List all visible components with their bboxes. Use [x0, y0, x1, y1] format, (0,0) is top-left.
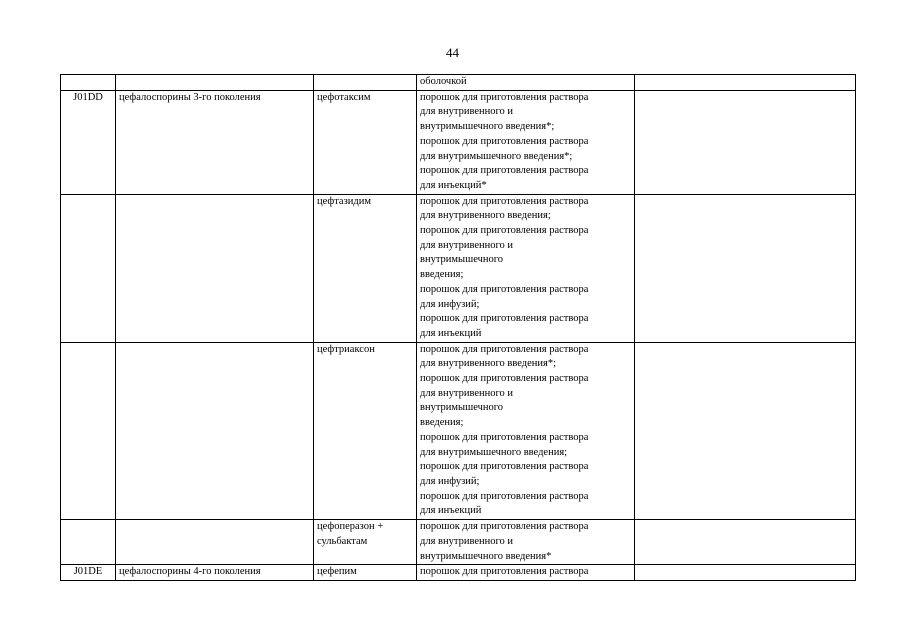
- drug-table: [60, 74, 856, 581]
- table-row: [61, 90, 856, 194]
- dosage-form-line: для внутривенного введения*;: [420, 358, 557, 370]
- drug-name-line: цефоперазон +: [317, 521, 384, 533]
- drug-name-cell: [314, 342, 417, 519]
- atc-code-cell: [61, 342, 116, 519]
- notes-cell: [635, 90, 856, 194]
- dosage-form-cell: [417, 520, 635, 565]
- table-row: [61, 565, 856, 581]
- notes-cell: [635, 75, 856, 91]
- dosage-form-line: порошок для приготовления раствора: [420, 225, 589, 237]
- dosage-form-line: порошок для приготовления раствора: [420, 165, 589, 177]
- dosage-form-line: для инфузий;: [420, 298, 480, 310]
- dosage-form-line: внутримышечного введения*;: [420, 121, 555, 133]
- dosage-form-line: внутримышечного: [420, 254, 504, 266]
- dosage-form-line: порошок для приготовления раствора: [420, 461, 589, 473]
- pharmacological-group-cell: [116, 194, 314, 342]
- dosage-form-line: порошок для приготовления раствора: [420, 195, 589, 207]
- dosage-form-line: для инъекций: [420, 327, 482, 339]
- dosage-form-cell: [417, 75, 635, 91]
- drug-name-line: сульбактам: [317, 535, 368, 547]
- dosage-form-cell: [417, 90, 635, 194]
- table-row: [61, 194, 856, 342]
- atc-code-cell: [61, 520, 116, 565]
- drug-name-line: цефтриаксон: [317, 343, 375, 355]
- drug-name-cell: [314, 75, 417, 91]
- page-number: 44: [446, 45, 459, 60]
- drug-name-cell: [314, 194, 417, 342]
- dosage-form-line: для инъекций: [420, 505, 482, 517]
- drug-name-line: цефотаксим: [317, 91, 371, 103]
- atc-code-cell: [61, 194, 116, 342]
- dosage-form-cell: [417, 342, 635, 519]
- dosage-form-line: порошок для приготовления раствора: [420, 343, 589, 355]
- dosage-form-line: порошок для приготовления раствора: [420, 313, 589, 325]
- dosage-form-line: для внутривенного и: [420, 535, 514, 547]
- dosage-form-line: порошок для приготовления раствора: [420, 521, 589, 533]
- dosage-form-line: для инъекций*: [420, 179, 487, 191]
- notes-cell: [635, 342, 856, 519]
- drug-name-line: цефтазидим: [317, 195, 371, 207]
- table-row: [61, 520, 856, 565]
- atc-code-cell: [61, 75, 116, 91]
- pharmacological-group-cell: [116, 342, 314, 519]
- dosage-form-line: внутримышечного: [420, 402, 504, 414]
- dosage-form-cell: [417, 194, 635, 342]
- dosage-form-line: для инфузий;: [420, 475, 480, 487]
- dosage-form-cell: [417, 565, 635, 581]
- pharmacological-group-cell: цефалоспорины 3-го поколения: [116, 90, 314, 194]
- table-body: [61, 75, 856, 581]
- dosage-form-line: порошок для приготовления раствора: [420, 431, 589, 443]
- dosage-form-line: порошок для приготовления раствора: [420, 135, 589, 147]
- drug-name-line: цефепим: [317, 566, 357, 578]
- dosage-form-line: для внутримышечного введения;: [420, 446, 568, 458]
- notes-cell: [635, 565, 856, 581]
- drug-name-cell: [314, 90, 417, 194]
- dosage-form-line: порошок для приготовления раствора: [420, 566, 589, 578]
- dosage-form-line: внутримышечного введения*: [420, 550, 552, 562]
- drug-name-cell: [314, 565, 417, 581]
- table-row: [61, 75, 856, 91]
- dosage-form-line: введения;: [420, 417, 464, 429]
- dosage-form-line: введения;: [420, 269, 464, 281]
- dosage-form-line: порошок для приготовления раствора: [420, 283, 589, 295]
- table-row: [61, 342, 856, 519]
- dosage-form-line: для внутримышечного введения*;: [420, 150, 573, 162]
- dosage-form-line: для внутривенного введения;: [420, 210, 551, 222]
- dosage-form-line: для внутривенного и: [420, 106, 514, 118]
- dosage-form-line: порошок для приготовления раствора: [420, 490, 589, 502]
- notes-cell: [635, 194, 856, 342]
- dosage-form-line: для внутривенного и: [420, 387, 514, 399]
- pharmacological-group-cell: [116, 75, 314, 91]
- notes-cell: [635, 520, 856, 565]
- atc-code-cell: J01DE: [61, 565, 116, 581]
- atc-code-cell: J01DD: [61, 90, 116, 194]
- dosage-form-line: порошок для приготовления раствора: [420, 373, 589, 385]
- pharmacological-group-cell: [116, 520, 314, 565]
- drug-name-cell: [314, 520, 417, 565]
- dosage-form-line: порошок для приготовления раствора: [420, 91, 589, 103]
- dosage-form-line: оболочкой: [420, 76, 467, 87]
- dosage-form-line: для внутривенного и: [420, 239, 514, 251]
- pharmacological-group-cell: цефалоспорины 4-го поколения: [116, 565, 314, 581]
